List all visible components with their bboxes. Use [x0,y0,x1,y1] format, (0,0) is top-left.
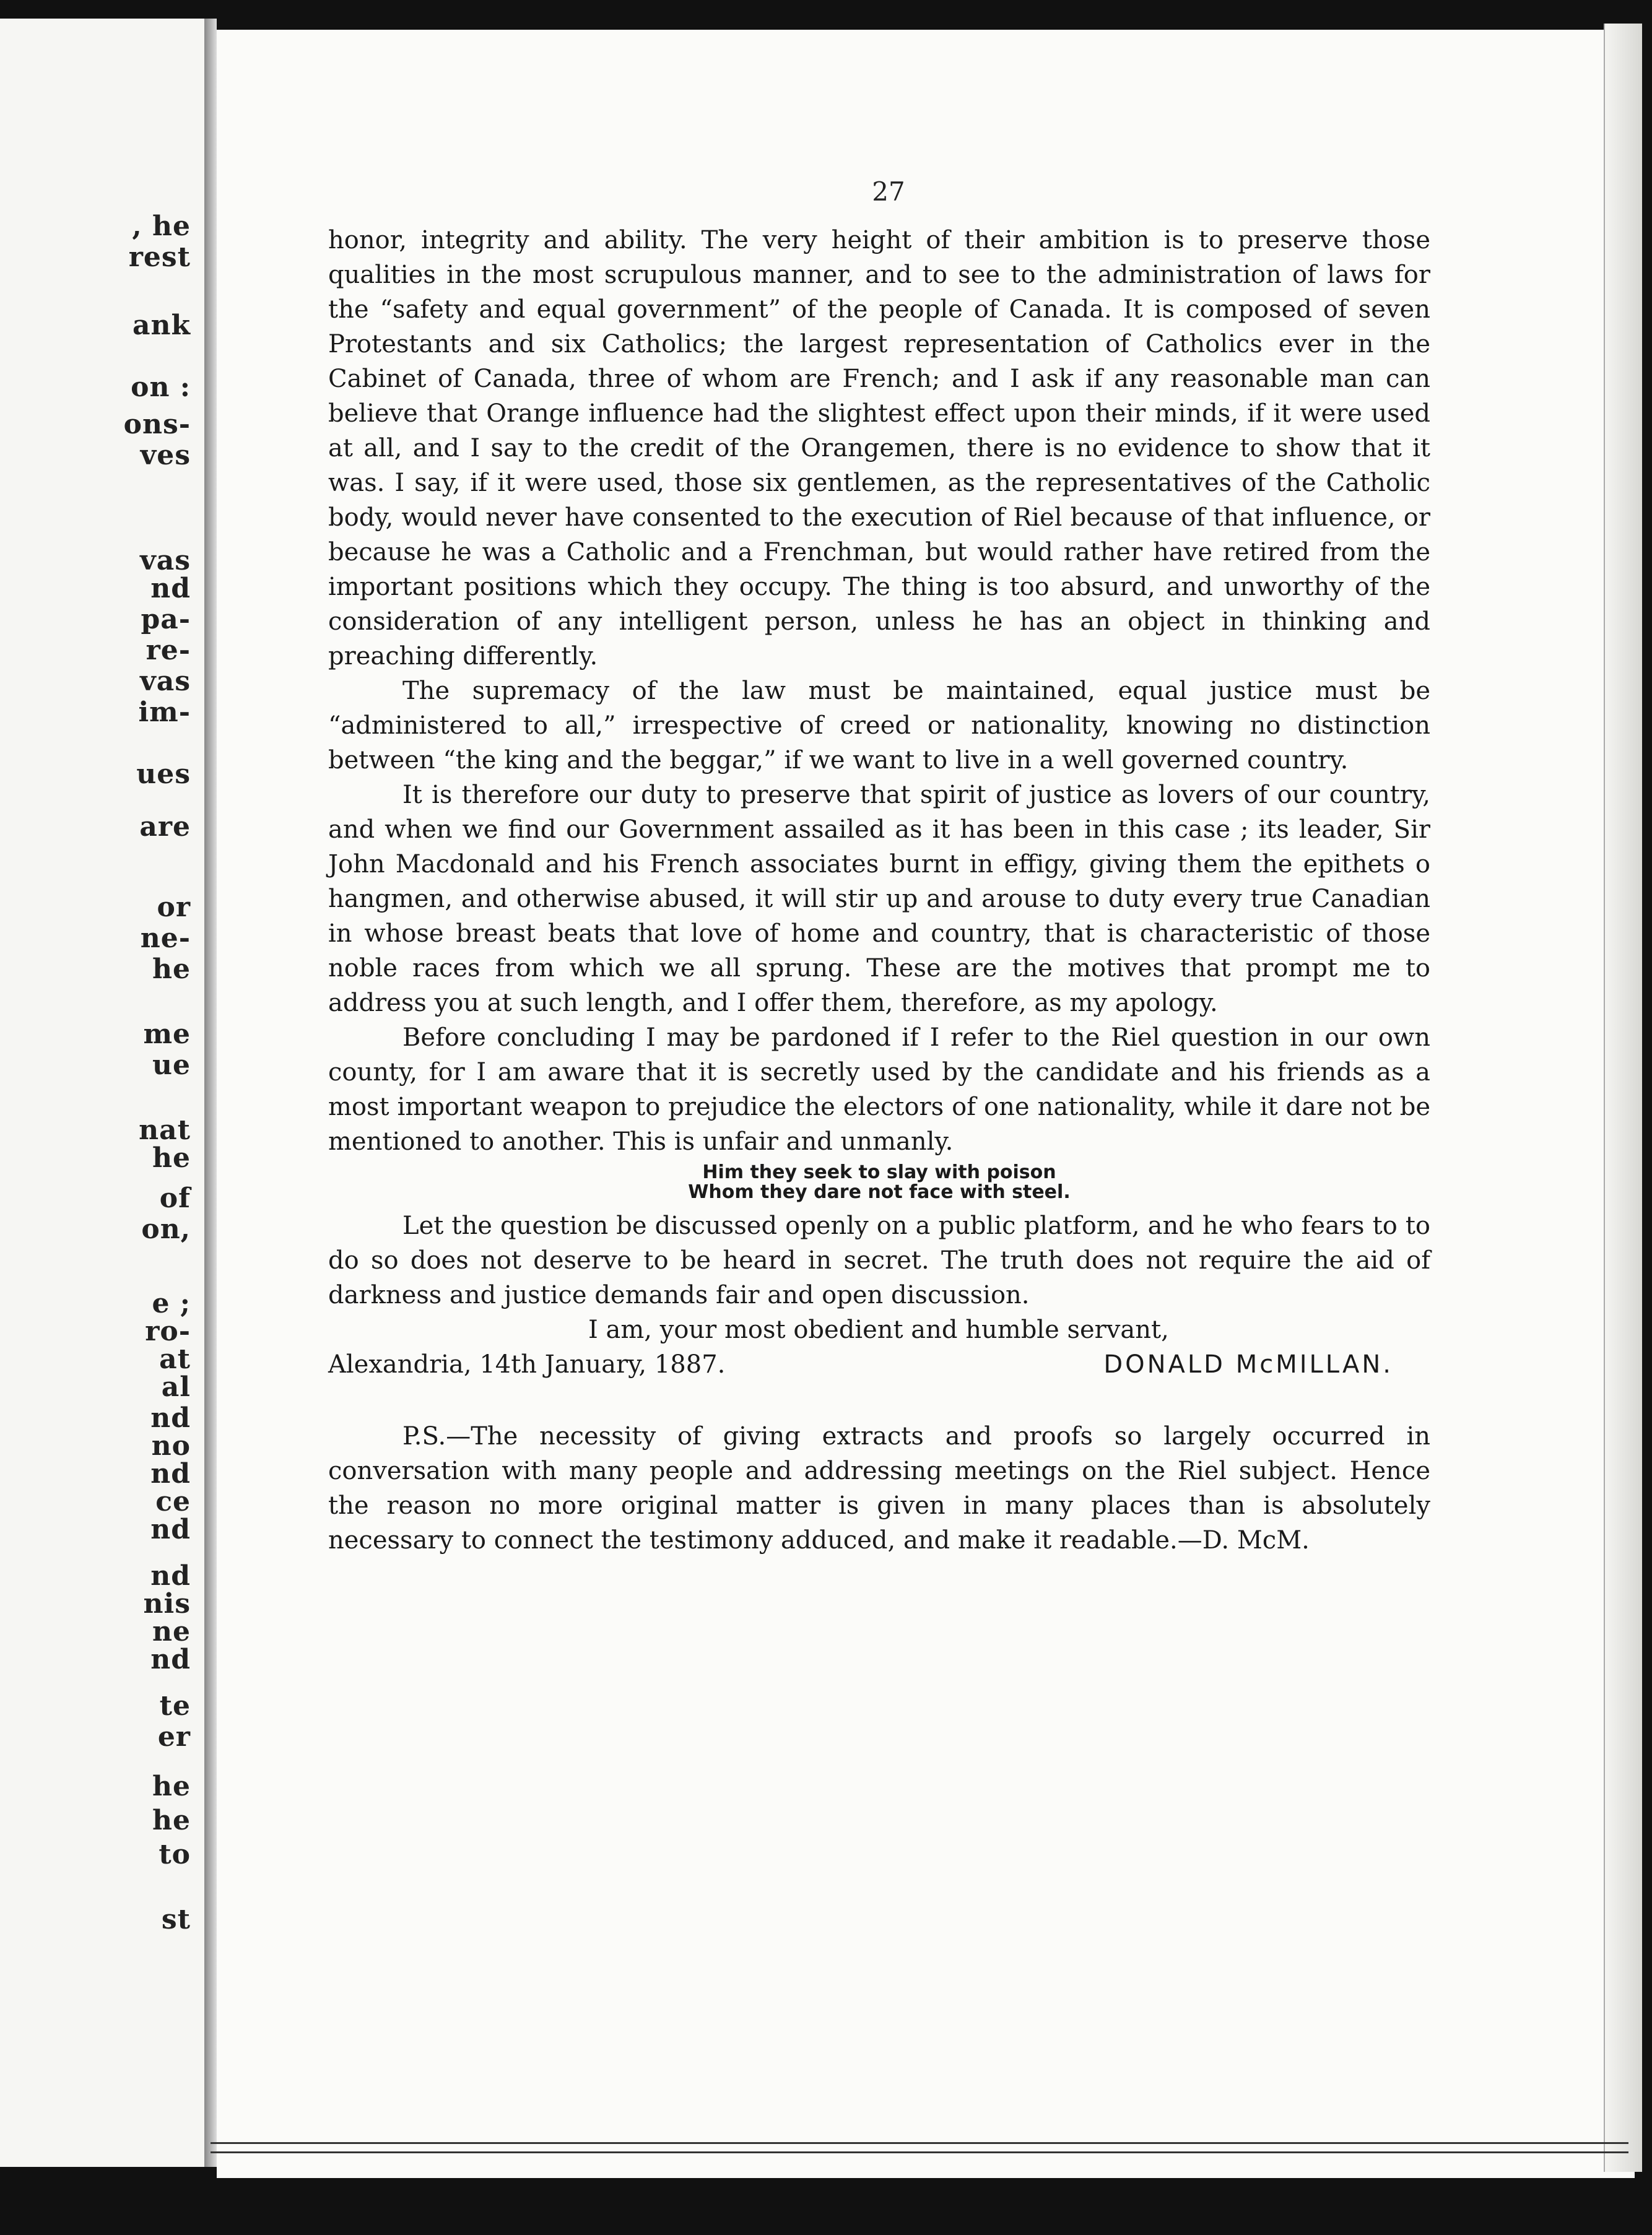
facing-page-text-fragment: me [143,1018,191,1050]
letter-body [328,223,1430,1558]
facing-page-text-fragment: ne [152,1616,191,1647]
facing-page-text-fragment: nd [150,1402,191,1434]
signature: DONALD McMILLAN. [1103,1350,1393,1379]
facing-page-text-fragment: vas [140,666,191,697]
facing-page-text-fragment: nat [139,1114,191,1146]
facing-page-text-fragment: on, [141,1213,191,1245]
facing-page-text-fragment: to [159,1839,191,1870]
facing-page-text-fragment: vas [140,545,191,576]
facing-page-text-fragment: pa- [141,604,191,635]
facing-page-text-fragment: ne- [140,922,191,954]
facing-page-text-fragment: or [157,892,191,923]
paragraph: honor, integrity and ability. The very height of their ambition is to preserve those qualities in the most scrupulous manner, and to see to the administration of laws for the “safety and equal government” of the people of Canada. It is composed of seven Protestants and six Catholics; the largest representation of Catholics ever in the Cabinet of Canada, three of whom are French; and I ask if any reasonable man can believe that Orange influence had the slightest effect upon their minds, if it were used at all, and I say to the credit of the Orangemen, there is no evidence to show that it was. I say, if it were used, those six gentlemen, as the representatives of the Catholic body, would never have consented to the execution of Riel because of that influence, or because he was a Catholic and a Frenchman, but would rather have retired from the important positions which they occupy. The thing is too absurd, and unworthy of the consideration of any intelligent person, unless he has an object in thinking and preaching differently. [328,226,1430,670]
facing-page-text-fragment: ue [152,1049,191,1081]
paragraph: It is therefore our duty to preserve that spirit of justice as lovers of our country, and when we find our Government assailed as it has been in this case ; its leader, Sir John Macdonald and his French associates burnt in effigy, giving them the epithets o hangmen, and otherwise abused, it will stir up and arouse to duty every true Canadian in whose breast beats that love of home and country, that is characteristic of those noble races from which we all sprung. These are the motives that prompt me to address you at such length, and I offer them, therefore, as my apology. [328,781,1430,1017]
facing-page-margin [0,19,206,2167]
facing-page-text-fragment: nd [150,1560,191,1592]
facing-page-text-fragment: ro- [145,1316,191,1347]
facing-page-text-fragment: al [161,1371,191,1403]
facing-page-text-fragment: he [152,1771,191,1802]
facing-page-text-fragment: no [151,1430,191,1462]
facing-page-text-fragment: im- [138,697,191,728]
dateline: Alexandria, 14th January, 1887. [328,1350,726,1379]
verse-line: Him they seek to slay with poison [702,1161,1056,1183]
facing-page-text-fragment: rest [128,241,191,273]
facing-page-text-fragment: at [159,1343,191,1375]
facing-page-text-fragment: ves [140,440,191,471]
facing-page-text-fragment: of [159,1183,191,1214]
facing-page-text-fragment: ce [155,1486,191,1517]
page-bottom-edge [211,2142,1628,2153]
page-edge [1604,24,1642,2172]
facing-page-text-fragment: er [157,1721,191,1753]
facing-page-text-fragment: e ; [152,1288,191,1319]
facing-page-text-fragment: ues [136,758,191,790]
postscript: P.S.—The necessity of giving extracts and proofs so largely occurred in conversation with many people and addressing meetings on the Riel subject. Hence the reason no more original matter is given in many places than is absolutely necessary to connect the testimony adduced, and make it readable.—D. McM. [328,1422,1430,1555]
paragraph: Let the question be discussed openly on a public platform, and he who fears to to do so does not deserve to be heard in secret. The truth does not require the aid of darkness and justice demands fair and open discussion. [328,1212,1430,1309]
facing-page-text-fragment: re- [146,635,191,666]
facing-page-text-fragment: he [152,1805,191,1836]
verse-line: Whom they dare not face with steel. [688,1181,1071,1203]
book-gutter [204,19,217,2167]
facing-page-text-fragment: ank [133,310,191,341]
facing-page-text-fragment: nis [143,1588,191,1620]
facing-page-text-fragment: are [139,811,191,843]
facing-page-text-fragment: , he [132,210,191,242]
paragraph: The supremacy of the law must be maintained, equal justice must be “administered to all,” irrespective of creed or nationality, knowing no distinction between “the king and the beggar,” if we want to live in a well governed country. [328,677,1430,775]
verse-quotation [328,1163,1430,1202]
facing-page-text-fragment: te [159,1690,191,1722]
facing-page-text-fragment: he [152,1142,191,1174]
closing-salutation: I am, your most obedient and humble servant, [588,1316,1169,1344]
facing-page-text-fragment: nd [150,573,191,604]
facing-page-text-fragment: nd [150,1514,191,1545]
facing-page-text-fragment: on : [131,371,191,403]
facing-page-text-fragment: st [161,1904,191,1935]
facing-page-text-fragment: nd [150,1644,191,1675]
facing-page-text-fragment: he [152,953,191,985]
facing-page-text-fragment: ons- [123,409,191,440]
paragraph: Before concluding I may be pardoned if I refer to the Riel question in our own county, for I am aware that it is secretly used by the candidate and his friends as a most important weapon to prejudice the electors of one nationality, while it dare not be mentioned to another. This is unfair and unmanly. [328,1023,1430,1156]
page-number: 27 [872,176,905,207]
facing-page-text-fragment: nd [150,1458,191,1490]
